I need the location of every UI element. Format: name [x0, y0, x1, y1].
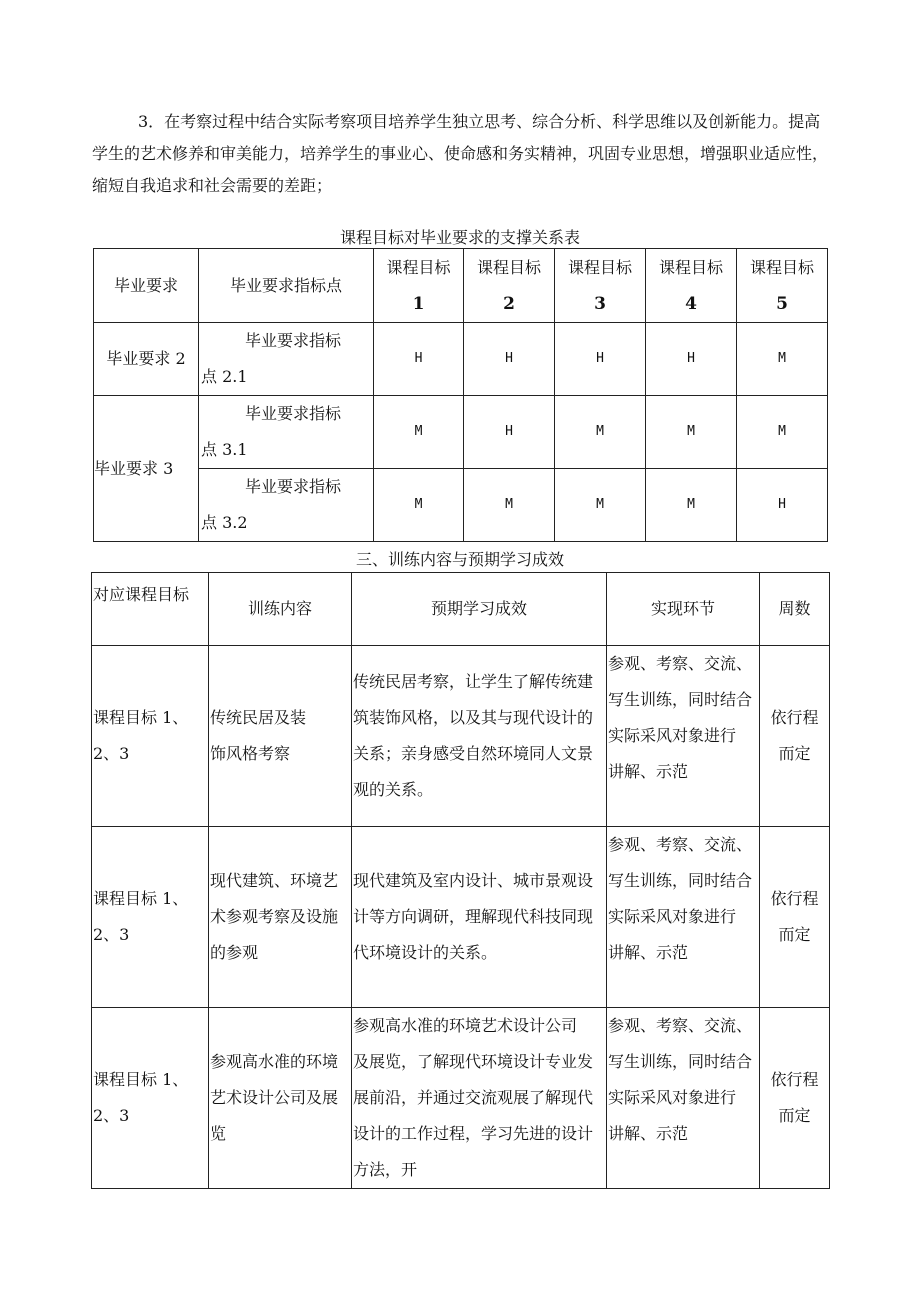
- content-cell: [209, 827, 352, 1008]
- support-table-caption: 课程目标对毕业要求的支撑关系表: [339, 228, 580, 247]
- header-weeks: 周数: [760, 573, 830, 646]
- content-line: 览: [210, 1124, 227, 1143]
- req-cell: 毕业要求 3: [94, 396, 199, 542]
- table-row: [94, 469, 828, 542]
- content-line: 传统民居及装: [210, 708, 307, 727]
- header-point: 毕业要求指标点: [199, 249, 374, 323]
- step-line: 实际采风对象进行: [608, 907, 737, 926]
- header-goal-1: [374, 249, 464, 323]
- outcome-line: 设计的工作过程，学习先进的设计: [353, 1124, 594, 1143]
- weeks-line: 而定: [778, 925, 811, 944]
- outcome-line: 及展览，了解现代环境设计专业发: [353, 1052, 594, 1071]
- point-line-2: 点 3.2: [201, 513, 248, 532]
- training-header-row: [92, 573, 830, 646]
- intro-paragraph: 3．在考察过程中结合实际考察项目培养学生独立思考、综合分析、科学思维以及创新能力。提高学生的艺术修养和审美能力，培养学生的事业心、使命感和务实精神，巩固专业思想，增强职业适应性，缩短自我追求和社会需要的差距；: [92, 112, 829, 195]
- header-goal-2: [464, 249, 555, 323]
- outcome-line: 参观高水准的环境艺术设计公司: [353, 1016, 578, 1035]
- content-cell: [209, 646, 352, 827]
- outcome-line: 代环境设计的关系。: [353, 943, 498, 962]
- goal-line-2: 2、3: [93, 925, 130, 944]
- point-line-1: 毕业要求指标: [245, 331, 342, 350]
- step-line: 写生训练，同时结合: [608, 1052, 753, 1071]
- goal-cell: [92, 1008, 209, 1189]
- content-line: 的参观: [210, 943, 259, 962]
- goal-num: 2: [503, 293, 515, 314]
- outcome-line: 筑装饰风格，以及其与现代设计的: [353, 708, 594, 727]
- goal-num: 5: [776, 293, 788, 314]
- mark-cell: M: [737, 396, 828, 469]
- goal-cell: [92, 827, 209, 1008]
- header-goal: 对应课程目标: [92, 573, 209, 646]
- point-line-1: 毕业要求指标: [245, 477, 342, 496]
- weeks-line: 依行程: [770, 889, 819, 908]
- step-line: 讲解、示范: [608, 762, 689, 781]
- goal-label: 课程目标: [749, 257, 814, 277]
- step-line: 写生训练，同时结合: [608, 690, 753, 709]
- mark-cell: M: [464, 469, 555, 542]
- step-line: 实际采风对象进行: [608, 1088, 737, 1107]
- table-row: [92, 1008, 830, 1189]
- step-cell: [607, 827, 760, 1008]
- outcome-line: 关系；亲身感受自然环境同人文景: [353, 744, 594, 763]
- header-req: 毕业要求: [94, 249, 199, 323]
- mark-cell: H: [464, 323, 555, 396]
- outcome-cell: [352, 646, 607, 827]
- mark-cell: M: [374, 396, 464, 469]
- header-step: 实现环节: [607, 573, 760, 646]
- goal-num: 3: [594, 293, 606, 314]
- goal-label: 课程目标: [386, 257, 451, 277]
- step-line: 参观、考察、交流、: [608, 1016, 753, 1035]
- table-row: [92, 646, 830, 827]
- content-line: 术参观考察及设施: [210, 907, 339, 926]
- point-line-2: 点 3.1: [201, 440, 248, 459]
- weeks-line: 依行程: [770, 1070, 819, 1089]
- goal-num: 1: [412, 293, 425, 314]
- mark-cell: H: [374, 323, 464, 396]
- goal-label: 课程目标: [567, 257, 632, 277]
- header-goal-3: [555, 249, 646, 323]
- mark-cell: H: [737, 469, 828, 542]
- step-line: 实际采风对象进行: [608, 726, 737, 745]
- goal-line-1: 课程目标 1、: [93, 1070, 189, 1089]
- header-goal-5: [737, 249, 828, 323]
- goal-line-1: 课程目标 1、: [93, 889, 189, 908]
- support-table: [93, 248, 828, 542]
- weeks-line: 而定: [778, 744, 811, 763]
- weeks-line: 依行程: [770, 708, 819, 727]
- step-line: 参观、考察、交流、: [608, 835, 753, 854]
- step-line: 参观、考察、交流、: [608, 654, 753, 673]
- outcome-cell: [352, 1008, 607, 1189]
- header-content: 训练内容: [209, 573, 352, 646]
- step-line: 讲解、示范: [608, 943, 689, 962]
- point-line-1: 毕业要求指标: [245, 404, 342, 423]
- support-header-row: [94, 249, 828, 323]
- mark-cell: H: [646, 323, 737, 396]
- outcome-line: 现代建筑及室内设计、城市景观设: [353, 871, 594, 890]
- step-line: 讲解、示范: [608, 1124, 689, 1143]
- outcome-line: 观的关系。: [353, 780, 434, 799]
- mark-cell: M: [555, 396, 646, 469]
- goal-cell: [92, 646, 209, 827]
- mark-cell: M: [555, 469, 646, 542]
- goal-num: 4: [685, 293, 697, 314]
- weeks-cell: [760, 1008, 830, 1189]
- point-line-2: 点 2.1: [201, 367, 248, 386]
- point-cell: [199, 323, 374, 396]
- table-row: [92, 827, 830, 1008]
- mark-cell: M: [646, 396, 737, 469]
- step-line: 写生训练，同时结合: [608, 871, 753, 890]
- goal-label: 课程目标: [658, 257, 723, 277]
- step-cell: [607, 646, 760, 827]
- mark-cell: H: [464, 396, 555, 469]
- outcome-line: 计等方向调研，理解现代科技同现: [353, 907, 594, 926]
- goal-line-2: 2、3: [93, 1106, 130, 1125]
- step-cell: [607, 1008, 760, 1189]
- goal-label: 课程目标: [476, 257, 541, 277]
- point-cell: [199, 396, 374, 469]
- weeks-line: 而定: [778, 1106, 811, 1125]
- weeks-cell: [760, 646, 830, 827]
- table-row: [94, 323, 828, 396]
- table-row: [94, 396, 828, 469]
- content-cell: [209, 1008, 352, 1189]
- outcome-line: 方法，开: [353, 1160, 418, 1179]
- req-cell: 毕业要求 2: [94, 323, 199, 396]
- outcome-line: 传统民居考察，让学生了解传统建: [353, 672, 594, 691]
- content-line: 艺术设计公司及展: [210, 1088, 339, 1107]
- outcome-cell: [352, 827, 607, 1008]
- training-table: [91, 572, 830, 1189]
- weeks-cell: [760, 827, 830, 1008]
- mark-cell: M: [737, 323, 828, 396]
- training-table-caption: 三、训练内容与预期学习成效: [355, 550, 564, 569]
- goal-line-1: 课程目标 1、: [93, 708, 189, 727]
- mark-cell: M: [646, 469, 737, 542]
- point-cell: [199, 469, 374, 542]
- content-line: 现代建筑、环境艺: [210, 871, 339, 890]
- header-outcome: 预期学习成效: [352, 573, 607, 646]
- mark-cell: H: [555, 323, 646, 396]
- goal-line-2: 2、3: [93, 744, 130, 763]
- header-goal-4: [646, 249, 737, 323]
- content-line: 参观高水准的环境: [210, 1052, 339, 1071]
- mark-cell: M: [374, 469, 464, 542]
- outcome-line: 展前沿，并通过交流观展了解现代: [353, 1088, 594, 1107]
- content-line: 饰风格考察: [210, 744, 291, 763]
